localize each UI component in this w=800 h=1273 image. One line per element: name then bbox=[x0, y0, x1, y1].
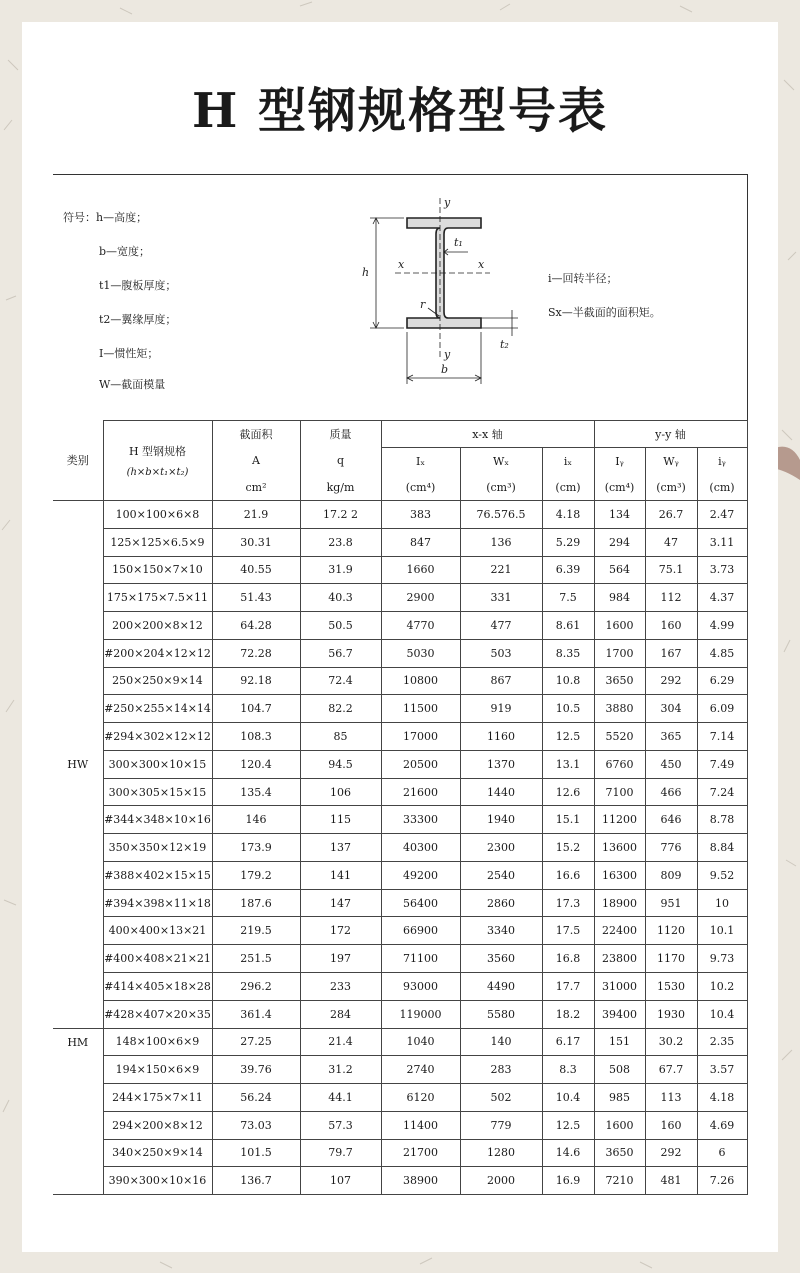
cell-iy: 7100 bbox=[594, 778, 645, 806]
table-row bbox=[53, 889, 747, 917]
cell-iy: 39400 bbox=[594, 1000, 645, 1028]
cell-wy: 1120 bbox=[645, 917, 697, 945]
cell-area: 120.4 bbox=[212, 750, 300, 778]
header-mass-sym: q bbox=[300, 448, 381, 475]
cell-wx: 779 bbox=[460, 1111, 542, 1139]
cell-spec: 340×250×9×14 bbox=[103, 1139, 212, 1167]
cell-ry: 7.26 bbox=[697, 1167, 747, 1195]
table-row bbox=[53, 723, 747, 751]
cell-wy: 167 bbox=[645, 639, 697, 667]
table-row bbox=[53, 612, 747, 640]
cell-ry: 3.11 bbox=[697, 528, 747, 556]
cell-wy: 1170 bbox=[645, 945, 697, 973]
table-row bbox=[53, 945, 747, 973]
cell-wx: 1160 bbox=[460, 723, 542, 751]
header-area-unit: cm² bbox=[212, 474, 300, 501]
cell-area: 251.5 bbox=[212, 945, 300, 973]
cell-wy: 365 bbox=[645, 723, 697, 751]
cell-wy: 160 bbox=[645, 612, 697, 640]
cell-mass: 72.4 bbox=[300, 667, 381, 695]
cell-wy: 951 bbox=[645, 889, 697, 917]
category-cell: HM bbox=[53, 1028, 103, 1195]
cell-mass: 137 bbox=[300, 834, 381, 862]
cell-wx: 1370 bbox=[460, 750, 542, 778]
cell-ry: 4.37 bbox=[697, 584, 747, 612]
cell-mass: 44.1 bbox=[300, 1084, 381, 1112]
header-area-sym: A bbox=[212, 448, 300, 475]
cell-wy: 160 bbox=[645, 1111, 697, 1139]
cell-ry: 3.73 bbox=[697, 556, 747, 584]
symbol-w: W—截面模量 bbox=[99, 378, 166, 391]
cell-ry: 6.29 bbox=[697, 667, 747, 695]
cell-iy: 985 bbox=[594, 1084, 645, 1112]
cell-wy: 292 bbox=[645, 667, 697, 695]
cell-spec: 194×150×6×9 bbox=[103, 1056, 212, 1084]
cell-ix: 1040 bbox=[381, 1028, 460, 1056]
cell-spec: #200×204×12×12 bbox=[103, 639, 212, 667]
cell-ry: 10 bbox=[697, 889, 747, 917]
cell-ry: 6 bbox=[697, 1139, 747, 1167]
cell-area: 64.28 bbox=[212, 612, 300, 640]
cell-ix: 6120 bbox=[381, 1084, 460, 1112]
cell-rx: 13.1 bbox=[542, 750, 594, 778]
cell-ix: 93000 bbox=[381, 973, 460, 1001]
cell-ry: 9.73 bbox=[697, 945, 747, 973]
cell-rx: 8.35 bbox=[542, 639, 594, 667]
cell-wx: 136 bbox=[460, 528, 542, 556]
cell-rx: 8.61 bbox=[542, 612, 594, 640]
cell-wx: 221 bbox=[460, 556, 542, 584]
cell-area: 361.4 bbox=[212, 1000, 300, 1028]
cell-spec: 175×175×7.5×11 bbox=[103, 584, 212, 612]
diagram-label-x-right: x bbox=[478, 258, 485, 271]
cell-spec: 150×150×7×10 bbox=[103, 556, 212, 584]
cell-iy: 1700 bbox=[594, 639, 645, 667]
cell-mass: 21.4 bbox=[300, 1028, 381, 1056]
cell-ix: 11400 bbox=[381, 1111, 460, 1139]
cell-wy: 75.1 bbox=[645, 556, 697, 584]
table-row bbox=[53, 861, 747, 889]
cell-spec: 300×300×10×15 bbox=[103, 750, 212, 778]
cell-iy: 3650 bbox=[594, 1139, 645, 1167]
diagram-label-r: r bbox=[420, 298, 426, 311]
cell-ix: 40300 bbox=[381, 834, 460, 862]
cell-rx: 7.5 bbox=[542, 584, 594, 612]
cell-rx: 4.18 bbox=[542, 501, 594, 529]
cell-area: 30.31 bbox=[212, 528, 300, 556]
cell-area: 187.6 bbox=[212, 889, 300, 917]
cell-spec: #388×402×15×15 bbox=[103, 861, 212, 889]
cell-mass: 172 bbox=[300, 917, 381, 945]
symbol-h: 符号：h—高度； bbox=[63, 211, 148, 224]
header-rx-sym: iₓ bbox=[542, 448, 594, 475]
header-wy-unit: (cm³) bbox=[645, 474, 697, 501]
cell-ry: 8.84 bbox=[697, 834, 747, 862]
cell-rx: 15.2 bbox=[542, 834, 594, 862]
cell-spec: 294×200×8×12 bbox=[103, 1111, 212, 1139]
header-area: 截面积 bbox=[212, 421, 300, 448]
cell-rx: 10.4 bbox=[542, 1084, 594, 1112]
cell-rx: 16.6 bbox=[542, 861, 594, 889]
cell-wx: 1940 bbox=[460, 806, 542, 834]
header-ry-sym: iᵧ bbox=[697, 448, 747, 475]
cell-rx: 5.29 bbox=[542, 528, 594, 556]
table-row bbox=[53, 584, 747, 612]
cell-spec: 244×175×7×11 bbox=[103, 1084, 212, 1112]
cell-spec: 350×350×12×19 bbox=[103, 834, 212, 862]
table-row bbox=[53, 667, 747, 695]
cell-rx: 10.5 bbox=[542, 695, 594, 723]
table-row bbox=[53, 1000, 747, 1028]
cell-mass: 82.2 bbox=[300, 695, 381, 723]
cell-wx: 2860 bbox=[460, 889, 542, 917]
cell-wx: 1280 bbox=[460, 1139, 542, 1167]
cell-ix: 21700 bbox=[381, 1139, 460, 1167]
cell-area: 72.28 bbox=[212, 639, 300, 667]
cell-area: 21.9 bbox=[212, 501, 300, 529]
table-row bbox=[53, 1084, 747, 1112]
cell-iy: 564 bbox=[594, 556, 645, 584]
cell-spec: 390×300×10×16 bbox=[103, 1167, 212, 1195]
cell-area: 219.5 bbox=[212, 917, 300, 945]
cell-ix: 5030 bbox=[381, 639, 460, 667]
cell-spec: #294×302×12×12 bbox=[103, 723, 212, 751]
header-wx-unit: (cm³) bbox=[460, 474, 542, 501]
cell-wy: 304 bbox=[645, 695, 697, 723]
cell-ry: 3.57 bbox=[697, 1056, 747, 1084]
cell-area: 39.76 bbox=[212, 1056, 300, 1084]
cell-area: 135.4 bbox=[212, 778, 300, 806]
cell-wy: 466 bbox=[645, 778, 697, 806]
cell-iy: 151 bbox=[594, 1028, 645, 1056]
cell-area: 40.55 bbox=[212, 556, 300, 584]
cell-mass: 115 bbox=[300, 806, 381, 834]
table-row bbox=[53, 695, 747, 723]
cell-ix: 383 bbox=[381, 501, 460, 529]
cell-ry: 7.49 bbox=[697, 750, 747, 778]
cell-ix: 21600 bbox=[381, 778, 460, 806]
cell-spec: #414×405×18×28 bbox=[103, 973, 212, 1001]
header-rx-unit: (cm) bbox=[542, 474, 594, 501]
cell-wy: 47 bbox=[645, 528, 697, 556]
header-mass-unit: kg/m bbox=[300, 474, 381, 501]
cell-ry: 9.52 bbox=[697, 861, 747, 889]
cell-iy: 18900 bbox=[594, 889, 645, 917]
cell-ry: 7.14 bbox=[697, 723, 747, 751]
diagram-label-t2: t₂ bbox=[500, 338, 509, 351]
table-row bbox=[53, 528, 747, 556]
cell-mass: 79.7 bbox=[300, 1139, 381, 1167]
cell-wy: 67.7 bbox=[645, 1056, 697, 1084]
symbol-t2: t2—翼缘厚度； bbox=[99, 313, 177, 326]
cell-iy: 3650 bbox=[594, 667, 645, 695]
cell-spec: #428×407×20×35 bbox=[103, 1000, 212, 1028]
cell-mass: 106 bbox=[300, 778, 381, 806]
cell-wx: 4490 bbox=[460, 973, 542, 1001]
cell-wy: 1530 bbox=[645, 973, 697, 1001]
header-wx-sym: Wₓ bbox=[460, 448, 542, 475]
cell-area: 136.7 bbox=[212, 1167, 300, 1195]
cell-area: 104.7 bbox=[212, 695, 300, 723]
cell-ry: 7.24 bbox=[697, 778, 747, 806]
cell-spec: 148×100×6×9 bbox=[103, 1028, 212, 1056]
table-row bbox=[53, 501, 747, 529]
diagram-label-h: h bbox=[362, 266, 370, 279]
cell-ix: 71100 bbox=[381, 945, 460, 973]
cell-rx: 16.8 bbox=[542, 945, 594, 973]
category-cell: HW bbox=[53, 501, 103, 1029]
cell-ry: 8.78 bbox=[697, 806, 747, 834]
cell-ix: 2740 bbox=[381, 1056, 460, 1084]
symbol-sx: Sx—半截面的面积矩。 bbox=[548, 306, 661, 319]
cell-rx: 16.9 bbox=[542, 1167, 594, 1195]
cell-area: 146 bbox=[212, 806, 300, 834]
cell-ry: 10.2 bbox=[697, 973, 747, 1001]
cell-mass: 85 bbox=[300, 723, 381, 751]
cell-spec: #394×398×11×18 bbox=[103, 889, 212, 917]
cell-ry: 10.4 bbox=[697, 1000, 747, 1028]
cell-wy: 113 bbox=[645, 1084, 697, 1112]
cell-mass: 284 bbox=[300, 1000, 381, 1028]
cell-area: 56.24 bbox=[212, 1084, 300, 1112]
header-ix-sym: Iₓ bbox=[381, 448, 460, 475]
symbol-radius: i—回转半径； bbox=[548, 272, 618, 285]
cell-spec: 400×400×13×21 bbox=[103, 917, 212, 945]
cell-mass: 17.2 2 bbox=[300, 501, 381, 529]
cell-rx: 12.5 bbox=[542, 1111, 594, 1139]
cell-wy: 1930 bbox=[645, 1000, 697, 1028]
cell-wx: 503 bbox=[460, 639, 542, 667]
table-row bbox=[53, 1139, 747, 1167]
table-row bbox=[53, 1056, 747, 1084]
cell-area: 173.9 bbox=[212, 834, 300, 862]
cell-wx: 2540 bbox=[460, 861, 542, 889]
header-row-1 bbox=[53, 421, 747, 448]
cell-ix: 847 bbox=[381, 528, 460, 556]
cell-spec: #344×348×10×16 bbox=[103, 806, 212, 834]
table-row bbox=[53, 1111, 747, 1139]
cell-wx: 919 bbox=[460, 695, 542, 723]
cell-rx: 6.17 bbox=[542, 1028, 594, 1056]
diagram-label-b: b bbox=[441, 363, 449, 376]
header-iy-unit: (cm⁴) bbox=[594, 474, 645, 501]
table-row bbox=[53, 973, 747, 1001]
symbol-t1: t1—腹板厚度； bbox=[99, 279, 177, 292]
cell-wx: 2000 bbox=[460, 1167, 542, 1195]
cell-iy: 13600 bbox=[594, 834, 645, 862]
cell-ry: 2.35 bbox=[697, 1028, 747, 1056]
cell-ry: 4.85 bbox=[697, 639, 747, 667]
cell-area: 296.2 bbox=[212, 973, 300, 1001]
cell-wy: 30.2 bbox=[645, 1028, 697, 1056]
cell-iy: 6760 bbox=[594, 750, 645, 778]
cell-mass: 50.5 bbox=[300, 612, 381, 640]
cell-ry: 4.99 bbox=[697, 612, 747, 640]
cell-ix: 11500 bbox=[381, 695, 460, 723]
cell-area: 92.18 bbox=[212, 667, 300, 695]
cell-ix: 1660 bbox=[381, 556, 460, 584]
header-ix-unit: (cm⁴) bbox=[381, 474, 460, 501]
cell-ry: 6.09 bbox=[697, 695, 747, 723]
cell-wy: 450 bbox=[645, 750, 697, 778]
cell-wx: 3340 bbox=[460, 917, 542, 945]
table-row bbox=[53, 778, 747, 806]
table-row bbox=[53, 917, 747, 945]
cell-iy: 294 bbox=[594, 528, 645, 556]
table-row bbox=[53, 750, 747, 778]
cell-mass: 233 bbox=[300, 973, 381, 1001]
cell-rx: 8.3 bbox=[542, 1056, 594, 1084]
cell-mass: 141 bbox=[300, 861, 381, 889]
cell-spec: 250×250×9×14 bbox=[103, 667, 212, 695]
cell-wy: 292 bbox=[645, 1139, 697, 1167]
cell-wy: 776 bbox=[645, 834, 697, 862]
cell-ix: 49200 bbox=[381, 861, 460, 889]
cell-wx: 502 bbox=[460, 1084, 542, 1112]
cell-mass: 197 bbox=[300, 945, 381, 973]
diagram-label-y-top: y bbox=[444, 196, 451, 209]
spec-table bbox=[53, 420, 748, 1195]
cell-spec: 125×125×6.5×9 bbox=[103, 528, 212, 556]
cell-ix: 17000 bbox=[381, 723, 460, 751]
cell-ix: 66900 bbox=[381, 917, 460, 945]
diagram-label-y-bottom: y bbox=[444, 348, 451, 361]
diagram-label-t1: t₁ bbox=[454, 236, 463, 249]
cell-ry: 4.69 bbox=[697, 1111, 747, 1139]
header-xx-axis: x-x 轴 bbox=[381, 421, 594, 448]
cell-iy: 22400 bbox=[594, 917, 645, 945]
table-row bbox=[53, 1167, 747, 1195]
header-spec-sub: (h×b×t₁×t₂) bbox=[126, 467, 189, 478]
cell-rx: 14.6 bbox=[542, 1139, 594, 1167]
cell-mass: 31.2 bbox=[300, 1056, 381, 1084]
table-row bbox=[53, 556, 747, 584]
header-iy-sym: Iᵧ bbox=[594, 448, 645, 475]
cell-area: 51.43 bbox=[212, 584, 300, 612]
cell-iy: 984 bbox=[594, 584, 645, 612]
header-spec-label: H 型钢规格 bbox=[128, 445, 187, 458]
cell-area: 27.25 bbox=[212, 1028, 300, 1056]
cell-spec: 300×305×15×15 bbox=[103, 778, 212, 806]
cell-wx: 5580 bbox=[460, 1000, 542, 1028]
header-wy-sym: Wᵧ bbox=[645, 448, 697, 475]
cell-mass: 31.9 bbox=[300, 556, 381, 584]
cell-spec: 100×100×6×8 bbox=[103, 501, 212, 529]
cell-ry: 10.1 bbox=[697, 917, 747, 945]
cell-iy: 1600 bbox=[594, 1111, 645, 1139]
header-category: 类别 bbox=[53, 421, 103, 501]
cell-rx: 18.2 bbox=[542, 1000, 594, 1028]
h-beam-section-diagram bbox=[340, 190, 540, 390]
table-row bbox=[53, 834, 747, 862]
cell-wx: 1440 bbox=[460, 778, 542, 806]
cell-mass: 23.8 bbox=[300, 528, 381, 556]
cell-area: 73.03 bbox=[212, 1111, 300, 1139]
header-yy-axis: y-y 轴 bbox=[594, 421, 747, 448]
cell-mass: 40.3 bbox=[300, 584, 381, 612]
symbol-i: I—惯性矩； bbox=[99, 347, 159, 360]
cell-wx: 331 bbox=[460, 584, 542, 612]
cell-iy: 23800 bbox=[594, 945, 645, 973]
cell-iy: 3880 bbox=[594, 695, 645, 723]
cell-rx: 17.5 bbox=[542, 917, 594, 945]
cell-wx: 140 bbox=[460, 1028, 542, 1056]
cell-area: 108.3 bbox=[212, 723, 300, 751]
cell-mass: 107 bbox=[300, 1167, 381, 1195]
cell-ix: 38900 bbox=[381, 1167, 460, 1195]
cell-rx: 10.8 bbox=[542, 667, 594, 695]
cell-wx: 867 bbox=[460, 667, 542, 695]
cell-spec: #400×408×21×21 bbox=[103, 945, 212, 973]
cell-iy: 7210 bbox=[594, 1167, 645, 1195]
cell-rx: 15.1 bbox=[542, 806, 594, 834]
cell-wx: 3560 bbox=[460, 945, 542, 973]
cell-ix: 10800 bbox=[381, 667, 460, 695]
table-row bbox=[53, 806, 747, 834]
cell-iy: 11200 bbox=[594, 806, 645, 834]
cell-wy: 809 bbox=[645, 861, 697, 889]
cell-rx: 12.6 bbox=[542, 778, 594, 806]
header-mass: 质量 bbox=[300, 421, 381, 448]
cell-ix: 2900 bbox=[381, 584, 460, 612]
cell-area: 179.2 bbox=[212, 861, 300, 889]
header-spec bbox=[103, 421, 212, 501]
cell-area: 101.5 bbox=[212, 1139, 300, 1167]
cell-mass: 94.5 bbox=[300, 750, 381, 778]
cell-ix: 119000 bbox=[381, 1000, 460, 1028]
cell-iy: 1600 bbox=[594, 612, 645, 640]
cell-rx: 17.7 bbox=[542, 973, 594, 1001]
cell-ix: 4770 bbox=[381, 612, 460, 640]
cell-iy: 31000 bbox=[594, 973, 645, 1001]
symbol-b: b—宽度； bbox=[99, 245, 151, 258]
cell-ry: 2.47 bbox=[697, 501, 747, 529]
cell-wy: 481 bbox=[645, 1167, 697, 1195]
cell-wy: 26.7 bbox=[645, 501, 697, 529]
cell-wx: 76.576.5 bbox=[460, 501, 542, 529]
cell-iy: 5520 bbox=[594, 723, 645, 751]
diagram-label-x-left: x bbox=[398, 258, 405, 271]
cell-ry: 4.18 bbox=[697, 1084, 747, 1112]
table-row bbox=[53, 639, 747, 667]
header-ry-unit: (cm) bbox=[697, 474, 747, 501]
cell-mass: 56.7 bbox=[300, 639, 381, 667]
cell-ix: 33300 bbox=[381, 806, 460, 834]
cell-iy: 134 bbox=[594, 501, 645, 529]
page-title: H 型钢规格型号表 bbox=[191, 83, 609, 139]
cell-rx: 12.5 bbox=[542, 723, 594, 751]
cell-ix: 56400 bbox=[381, 889, 460, 917]
cell-wx: 477 bbox=[460, 612, 542, 640]
cell-spec: #250×255×14×14 bbox=[103, 695, 212, 723]
cell-wy: 112 bbox=[645, 584, 697, 612]
cell-mass: 57.3 bbox=[300, 1111, 381, 1139]
cell-wx: 2300 bbox=[460, 834, 542, 862]
cell-wx: 283 bbox=[460, 1056, 542, 1084]
cell-ix: 20500 bbox=[381, 750, 460, 778]
cell-mass: 147 bbox=[300, 889, 381, 917]
cell-wy: 646 bbox=[645, 806, 697, 834]
cell-rx: 6.39 bbox=[542, 556, 594, 584]
table-row bbox=[53, 1028, 747, 1056]
cell-iy: 16300 bbox=[594, 861, 645, 889]
cell-rx: 17.3 bbox=[542, 889, 594, 917]
cell-spec: 200×200×8×12 bbox=[103, 612, 212, 640]
cell-iy: 508 bbox=[594, 1056, 645, 1084]
